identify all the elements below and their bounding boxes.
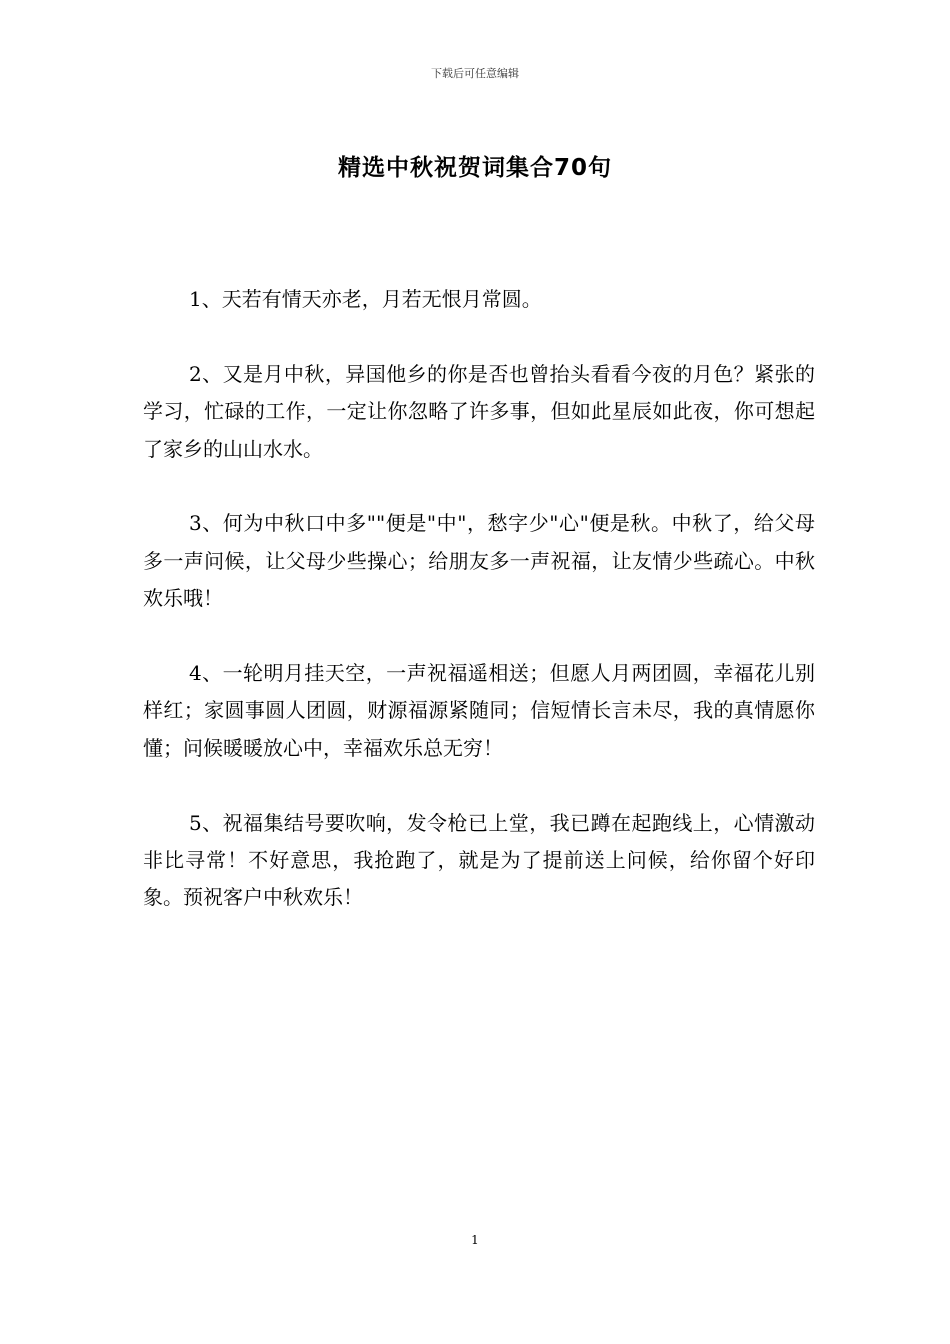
document-body [143,281,815,954]
page-header-note: 下载后可任意编辑 [431,67,519,80]
paragraph-1: 1、天若有情天亦老，月若无恨月常圆。 [189,287,542,311]
paragraph-3: 3、何为中秋口中多""便是"中"，愁字少"心"便是秋。中秋了，给父母多一声问候，让父母少些操心；给朋友多一声祝福，让友情少些疏心。中秋欢乐哦！ [143,511,815,611]
paragraph-5: 5、祝福集结号要吹响，发令枪已上堂，我已蹲在起跑线上，心情激动非比寻常！不好意思，我抢跑了，就是为了提前送上问候，给你留个好印象。预祝客户中秋欢乐！ [143,810,815,910]
page-number: 1 [471,1233,479,1247]
document-title: 精选中秋祝贺词集合70句 [337,155,612,181]
paragraph-4: 4、一轮明月挂天空，一声祝福遥相送；但愿人月两团圆，幸福花儿别样红；家圆事圆人团圆，财源福源紧随同；信短情长言未尽，我的真情愿你懂；问候暖暖放心中，幸福欢乐总无穷！ [143,661,815,760]
paragraph-2: 2、又是月中秋，异国他乡的你是否也曾抬头看看今夜的月色？紧张的学习，忙碌的工作，一定让你忽略了许多事，但如此星辰如此夜，你可想起了家乡的山山水水。 [143,361,815,461]
